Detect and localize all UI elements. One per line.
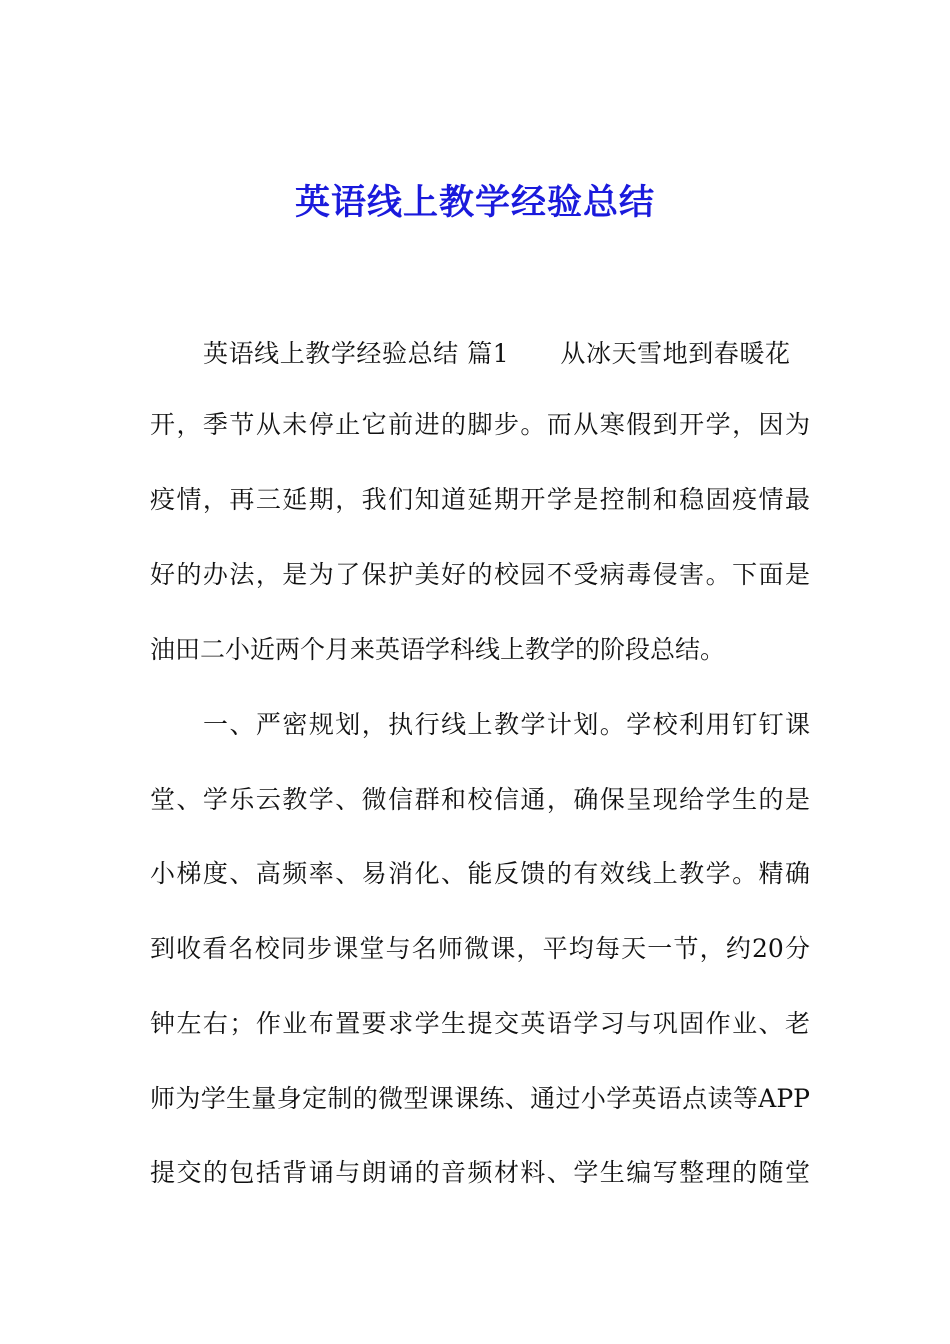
paragraph-line: 油田二小近两个月来英语学科线上教学的阶段总结。 xyxy=(150,635,726,664)
paragraph-line: 堂、学乐云教学、微信群和校信通，确保呈现给学生的是 xyxy=(150,785,810,814)
paragraph-line: 小梯度、高频率、易消化、能反馈的有效线上教学。精确 xyxy=(150,859,810,888)
paragraph-line: 一、严密规划，执行线上教学计划。学校利用钉钉课 xyxy=(203,710,810,739)
paragraph-line: 好的办法，是为了保护美好的校园不受病毒侵害。下面是 xyxy=(150,560,810,589)
document-title: 英语线上教学经验总结 xyxy=(294,182,655,223)
paragraph-line: 到收看名校同步课堂与名师微课，平均每天一节，约20分 xyxy=(150,934,810,963)
paragraph-line: 提交的包括背诵与朗诵的音频材料、学生编写整理的随堂 xyxy=(150,1158,810,1187)
paragraph-line: 英语线上教学经验总结 篇1 从冰天雪地到春暖花 xyxy=(203,339,790,368)
paragraph-line: 钟左右；作业布置要求学生提交英语学习与巩固作业、老 xyxy=(150,1009,810,1038)
paragraph-line: 疫情，再三延期，我们知道延期开学是控制和稳固疫情最 xyxy=(150,485,810,514)
paragraph-line: 师为学生量身定制的微型课课练、通过小学英语点读等APP xyxy=(150,1084,810,1113)
paragraph-line: 开，季节从未停止它前进的脚步。而从寒假到开学，因为 xyxy=(150,410,810,439)
